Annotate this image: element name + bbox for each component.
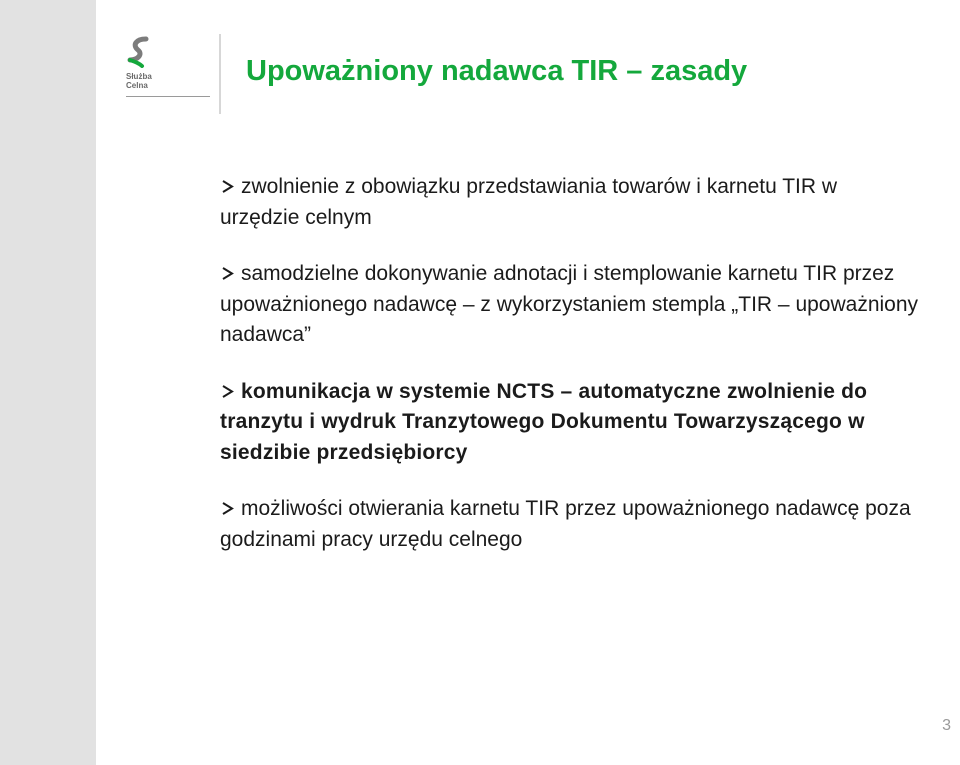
bullet-text: możliwości otwierania karnetu TIR przez upoważnionego nadawcę poza godzinami pracy urzędu celnego (220, 497, 911, 551)
logo-line-2: Celna (126, 81, 148, 90)
customs-logo-icon (124, 36, 152, 68)
page-title: Upoważniony nadawca TIR – zasady (246, 55, 748, 87)
bullet-text: zwolnienie z obowiązku przedstawiania towarów i karnetu TIR w urzędzie celnym (220, 175, 838, 229)
logo-rule (126, 96, 210, 97)
customs-logo (118, 32, 208, 102)
arrow-bullet-icon (220, 179, 235, 194)
bullet-item (220, 377, 920, 469)
arrow-bullet-icon (220, 501, 235, 516)
logo-text (126, 72, 152, 90)
left-band (0, 0, 96, 765)
logo-line-1: Służba (126, 72, 152, 81)
bullet-text: samodzielne dokonywanie adnotacji i stemplowanie karnetu TIR przez upoważnionego nadawcę – z wykorzystaniem stempla „TIR – upoważniony nadawca” (220, 262, 919, 346)
bullet-item (220, 172, 920, 233)
bullet-text: komunikacja w systemie NCTS – automatyczne zwolnienie do tranzytu i wydruk Tranzytowego Dokumentu Towarzyszącego w siedzibie przedsiębiorcy (220, 379, 868, 464)
title-divider (219, 34, 221, 114)
bullet-list (220, 172, 920, 581)
arrow-bullet-icon (220, 266, 235, 281)
bullet-item (220, 494, 920, 555)
page-number: 3 (942, 717, 951, 734)
bullet-item (220, 259, 920, 351)
arrow-bullet-icon (220, 384, 235, 399)
